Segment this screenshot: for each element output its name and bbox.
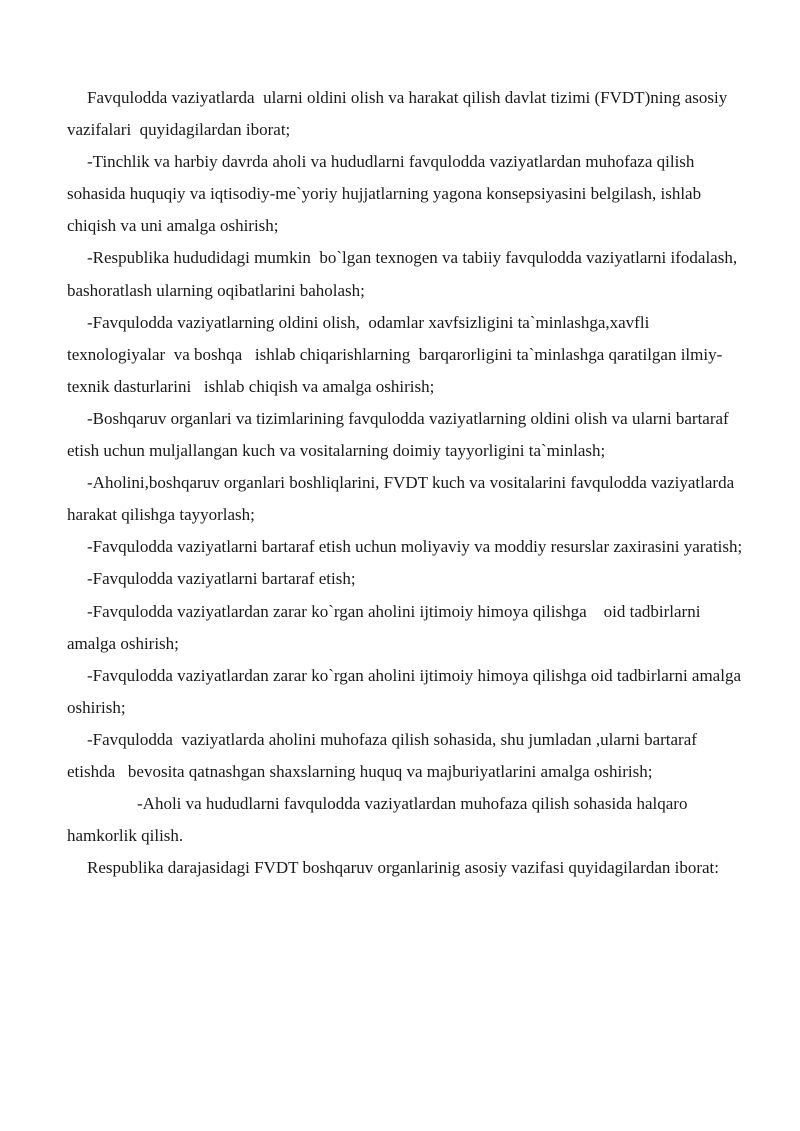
paragraph-item-1: -Tinchlik va harbiy davrda aholi va hududlarni favqulodda vaziyatlardan muhofaza qilish sohasida huquqiy va iqtisodiy-me`yoriy hujjatlarning yagona konsepsiyasini belgilash, ishlab chiqish va uni amalga oshirish; <box>67 152 706 236</box>
paragraph-item-4: -Boshqaruv organlari va tizimlarining favqulodda vaziyatlarning oldini olish va ularni bartaraf etish uchun muljallangan kuch va vositalarning doimiy tayyorligini ta`minlash; <box>67 408 733 461</box>
paragraph-item-6: -Favqulodda vaziyatlarni bartaraf etish uchun moliyaviy va moddiy resurslar zaxirasini yaratish; <box>87 537 743 557</box>
paragraph-item-11: -Aholi va hududlarni favqulodda vaziyatlardan muhofaza qilish sohasida halqaro hamkorlik qilish. <box>67 794 692 846</box>
paragraph-item-8: -Favqulodda vaziyatlardan zarar ko`rgan aholini ijtimoiy himoya qilishga oid tadbirlarni amalga oshirish; <box>67 601 705 653</box>
paragraph-item-5: -Aholini,boshqaruv organlari boshliqlarini, FVDT kuch va vositalarini favqulodda vaziyatlarda harakat qilishga tayyorlash; <box>67 473 739 525</box>
document-body <box>67 82 747 884</box>
paragraph-item-9: -Favqulodda vaziyatlardan zarar ko`rgan aholini ijtimoiy himoya qilishga oid tadbirlarni amalga oshirish; <box>67 665 746 717</box>
paragraph-item-7: -Favqulodda vaziyatlarni bartaraf etish; <box>87 569 356 589</box>
paragraph-closing: Respublika darajasidagi FVDT boshqaruv organlarinig asosiy vazifasi quyidagilardan iborat: <box>87 858 720 878</box>
paragraph-intro: Favqulodda vaziyatlarda ularni oldini olish va harakat qilish davlat tizimi (FVDT)ning asosiy vazifalari quyidagilardan iborat; <box>67 88 732 140</box>
paragraph-item-3: -Favqulodda vaziyatlarning oldini olish, odamlar xavfsizligini ta`minlashga,xavfli texnologiyalar va boshqa ishlab chiqarishlarning barqarorligini ta`minlashga qaratilgan ilmiy-texnik dasturlarini ishlab chiqish va amalga oshirish; <box>67 312 723 396</box>
paragraph-item-2: -Respublika hududidagi mumkin bo`lgan texnogen va tabiiy favqulodda vaziyatlarni ifodalash, bashoratlash ularning oqibatlarini baholash; <box>67 248 742 300</box>
paragraph-item-10: -Favqulodda vaziyatlarda aholini muhofaza qilish sohasida, shu jumladan ,ularni bartaraf etishda bevosita qatnashgan shaxslarning huquq va majburiyatlarini amalga oshirish; <box>67 729 702 781</box>
